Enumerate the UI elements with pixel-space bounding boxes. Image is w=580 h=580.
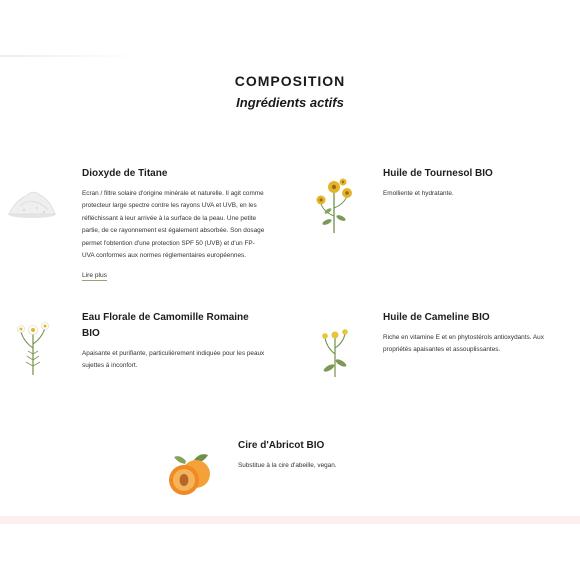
chamomile-plant-icon bbox=[16, 318, 50, 376]
top-divider bbox=[0, 55, 140, 57]
footer-band bbox=[0, 516, 580, 524]
ingredient-description: Riche en vitamine E et en phytostérols antioxydants. Aux propriétés apaisantes et assouplissantes. bbox=[383, 334, 544, 354]
ingredient-name: Eau Florale de Camomille Romaine BIO bbox=[82, 312, 249, 339]
white-powder-icon bbox=[6, 186, 58, 220]
ingredient-name: Cire d'Abricot BIO bbox=[238, 440, 325, 451]
section-subtitle: Ingrédients actifs bbox=[236, 95, 344, 110]
ingredient-huile-de-cameline bbox=[383, 310, 567, 357]
section-title: COMPOSITION bbox=[234, 73, 346, 89]
ingredient-eau-florale-camomille bbox=[82, 310, 266, 373]
ingredient-description: Emolliente et hydratante. bbox=[383, 190, 454, 197]
ingredient-name: Huile de Cameline BIO bbox=[383, 312, 490, 323]
ingredient-huile-de-tournesol bbox=[383, 166, 567, 200]
ingredient-description: Ecran / filtre solaire d'origine minérale et naturelle. Il agit comme protecteur large spectre contre les rayons UVA et UVB, en les réfléchissant à leur arrivée à la surface de la peau. Une petite partie, de ce rayonnement est également absorbée. Son dosage permet l'obtention d'une protection SPF 50 (UVB) et d'un FP-UVA conformes aux normes réglementaires européennes. bbox=[82, 190, 265, 260]
ingredient-name: Dioxyde de Titane bbox=[82, 168, 168, 179]
ingredient-dioxyde-de-titane bbox=[82, 166, 266, 282]
apricot-icon bbox=[166, 452, 214, 498]
read-more-link[interactable]: Lire plus bbox=[82, 272, 107, 280]
sunflower-plant-icon bbox=[315, 176, 353, 234]
ingredient-description: Substitue à la cire d'abeille, vegan. bbox=[238, 462, 337, 469]
ingredient-description: Apaisante et purifiante, particulièrement indiquée pour les peaux sujettes à inconfort. bbox=[82, 350, 265, 370]
ingredient-name: Huile de Tournesol BIO bbox=[383, 168, 493, 179]
ingredient-cire-abricot bbox=[238, 438, 422, 472]
camelina-plant-icon bbox=[320, 326, 350, 378]
